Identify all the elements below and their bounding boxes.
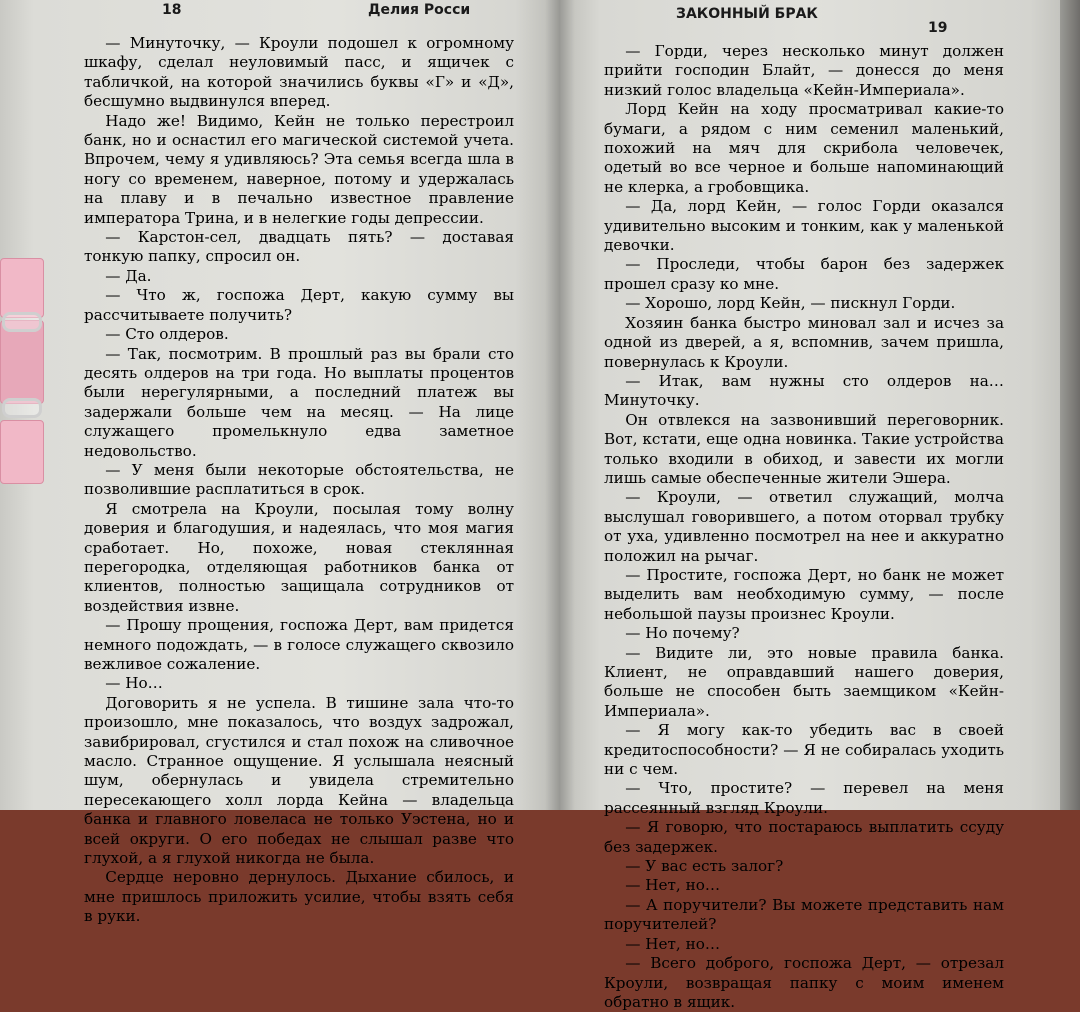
paragraph: Надо же! Видимо, Кейн не только перестроил банк, но и оснастил его магической системой учета. Впрочем, чему я удивляюсь? Эта семья всегда шла в ногу со временем, наверное, потому и удержалась на плаву и в печально известное правление императора Трина, и в нелегкие годы депрессии.: [84, 111, 514, 227]
paragraph: — Что, простите? — перевел на меня рассеянный взгляд Кроули.: [604, 779, 1004, 817]
clip-tab: [0, 258, 44, 318]
running-header-title: ЗАКОННЫЙ БРАК: [676, 6, 818, 22]
paragraph: — Всего доброго, госпожа Дерт, — отрезал Кроули, возвращая папку с моим именем обратно в ящик.: [604, 954, 1004, 1011]
paragraph: — Минуточку, — Кроули подошел к огромному шкафу, сделал неуловимый пасс, и ящичек с табличкой, на которой значились буквы «Г» и «Д», бесшумно выдвинулся вперед.: [84, 34, 514, 111]
paragraph: — Нет, но…: [625, 934, 721, 953]
clip-ring-icon: [2, 312, 42, 332]
paragraph: — Нет, но…: [625, 876, 721, 895]
pink-binder-clip: [0, 258, 46, 488]
paragraph: — Видите ли, это новые правила банка. Клиент, не оправдавший нашего доверия, больше не способен быть заемщиком «Кейн-Империала».: [604, 643, 1004, 720]
paragraph: — У меня были некоторые обстоятельства, не позволившие расплатиться в срок.: [84, 460, 514, 499]
paragraph: — Да, лорд Кейн, — голос Горди оказался удивительно высоким и тонким, как у маленькой девочки.: [604, 197, 1004, 255]
paragraph: — Кроули, — ответил служащий, молча выслушал говорившего, а потом оторвал трубку от уха, удивленно посмотрел на нее и аккуратно положил на рычаг.: [604, 488, 1004, 565]
clip-tab: [0, 420, 44, 484]
page-number-right: 19: [928, 20, 948, 36]
paragraph: — Прошу прощения, госпожа Дерт, вам придется немного подождать, — в голосе служащего сквозило вежливое сожаление.: [84, 616, 514, 673]
paragraph: — Карстон-сел, двадцать пять? — доставая тонкую папку, спросил он.: [84, 228, 514, 266]
page-edge-shadow: [1060, 0, 1080, 810]
running-header-author: Делия Росси: [368, 2, 471, 18]
clip-tab: [0, 320, 44, 404]
paragraph: — Я говорю, что постараюсь выплатить ссуду без задержек.: [604, 818, 1004, 856]
paragraph: — Что ж, госпожа Дерт, какую сумму вы рассчитываете получить?: [84, 286, 514, 324]
paragraph: — Итак, вам нужны сто олдеров на… Минуточку.: [604, 371, 1004, 410]
paragraph: — У вас есть залог?: [625, 857, 784, 876]
paragraph: Я смотрела на Кроули, посылая тому волну доверия и благодушия, и надеялась, что моя магия сработает. Но, похоже, новая стеклянная перегородка, отделяющая работников банка от клиентов, полностью защищала сотрудников от воздействия извне.: [84, 499, 514, 615]
left-page-text: [84, 34, 514, 927]
right-page-text: [604, 42, 1004, 1012]
paragraph: — Так, посмотрим. В прошлый раз вы брали сто десять олдеров на три года. Но выплаты процентов были нерегулярными, а последний платеж вы задержали больше чем на месяц. — На лице служащего промелькнуло едва заметное недовольство.: [84, 344, 514, 460]
page-number-left: 18: [162, 2, 182, 18]
paragraph: Лорд Кейн на ходу просматривал какие-то бумаги, а рядом с ним семенил маленький, похожий на мяч для скрибола человечек, одетый во все черное и больше напоминающий не клерка, а гробовщика.: [604, 100, 1004, 196]
paragraph: — Хорошо, лорд Кейн, — пискнул Горди.: [625, 294, 956, 313]
paragraph: — Но…: [105, 674, 163, 693]
paragraph: Он отвлекся на зазвонивший переговорник. Вот, кстати, еще одна новинка. Такие устройства только входили в обиход, и завести их могли лишь самые обеспеченные жители Эшера.: [604, 410, 1004, 487]
paragraph: — Сто олдеров.: [105, 325, 229, 344]
paragraph: Хозяин банка быстро миновал зал и исчез за одной из дверей, а я, вспомнив, зачем пришла, повернулась к Кроули.: [604, 313, 1004, 371]
paragraph: Договорить я не успела. В тишине зала что-то произошло, мне показалось, что воздух задрожал, завибрировал, сгустился и стал похож на сливочное масло. Странное ощущение. Я услышала неясный шум, обернулась и увидела стремительно пересекающего холл лорда Кейна — владельца банка и главного ловеласа не только Уэстена, но и всей округи. О его победах не слышал разве что глухой, а я глухой никогда не была.: [84, 693, 514, 868]
paragraph: — Горди, через несколько минут должен прийти господин Блайт, — донесся до меня низкий голос владельца «Кейн-Империала».: [604, 42, 1004, 99]
paragraph: — А поручители? Вы можете представить нам поручителей?: [604, 895, 1004, 934]
paragraph: — Проследи, чтобы барон без задержек прошел сразу ко мне.: [604, 255, 1004, 293]
paragraph: Сердце неровно дернулось. Дыхание сбилось, и мне пришлось приложить усилие, чтобы взять себя в руки.: [84, 868, 514, 926]
paragraph: — Да.: [105, 266, 152, 285]
paragraph: — Но почему?: [625, 624, 740, 643]
clip-ring-icon: [2, 398, 42, 418]
paragraph: — Простите, госпожа Дерт, но банк не может выделить вам необходимую сумму, — после небольшой паузы произнес Кроули.: [604, 565, 1004, 623]
paragraph: — Я могу как-то убедить вас в своей кредитоспособности? — Я не собиралась уходить ни с чем.: [604, 721, 1004, 779]
